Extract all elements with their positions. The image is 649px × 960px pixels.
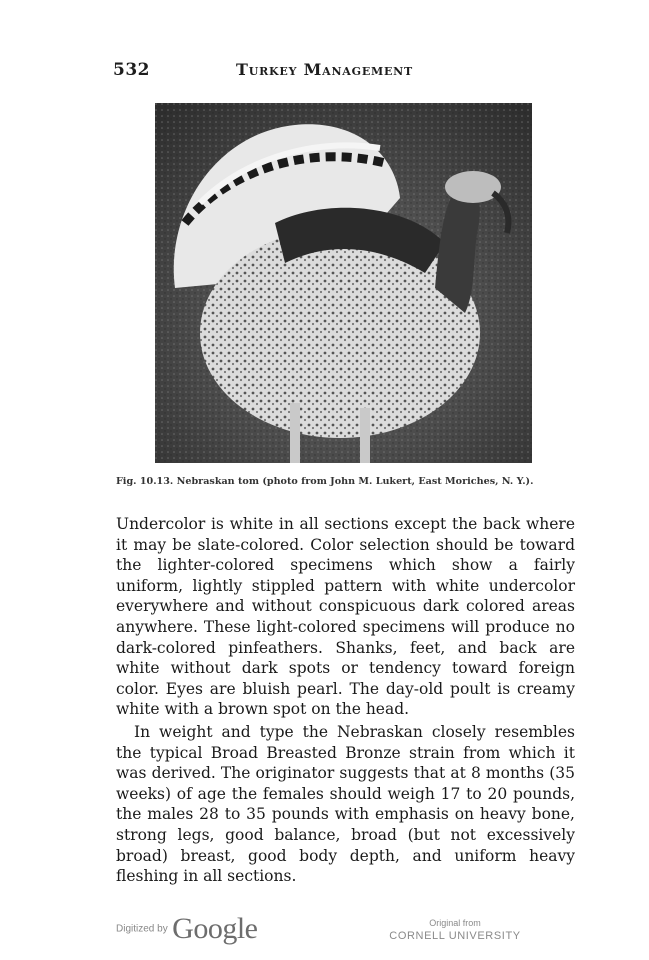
google-logo: Google bbox=[172, 912, 258, 945]
running-head: Turkey Management bbox=[235, 60, 414, 79]
turkey-photo bbox=[155, 103, 532, 463]
page-number: 532 bbox=[113, 60, 150, 80]
digitized-label: Digitized by bbox=[116, 923, 168, 935]
figure-caption: Fig. 10.13. Nebraskan tom (photo from John M. Lukert, East Moriches, N. Y.). bbox=[116, 476, 534, 487]
digitized-by-google bbox=[116, 912, 257, 946]
original-source bbox=[380, 918, 530, 942]
original-from-label: Original from bbox=[429, 918, 481, 928]
institution-name: CORNELL UNIVERSITY bbox=[389, 930, 521, 942]
paragraph-1: Undercolor is white in all sections except the back where it may be slate-colored. Color selection should be toward the lighter-colored specimens which show a fairly uniform, lightly stippled pattern with white undercolor everywhere and without conspicuous dark colored areas anywhere. These light-colored specimens will produce no dark-colored pinfeathers. Shanks, feet, and back are white without dark spots or tendency toward foreign color. Eyes are bluish pearl. The day-old poult is creamy white with a brown spot on the head. bbox=[116, 515, 575, 719]
turkey-illustration bbox=[155, 103, 532, 463]
paragraph-2: In weight and type the Nebraskan closely resembles the typical Broad Breasted Bronze strain from which it was derived. The originator suggests that at 8 months (35 weeks) of age the females should weigh 17 to 20 pounds, the males 28 to 35 pounds with emphasis on heavy bone, strong legs, good balance, broad (but not excessively broad) breast, good body depth, and uniform heavy fleshing in all sections. bbox=[116, 723, 575, 886]
